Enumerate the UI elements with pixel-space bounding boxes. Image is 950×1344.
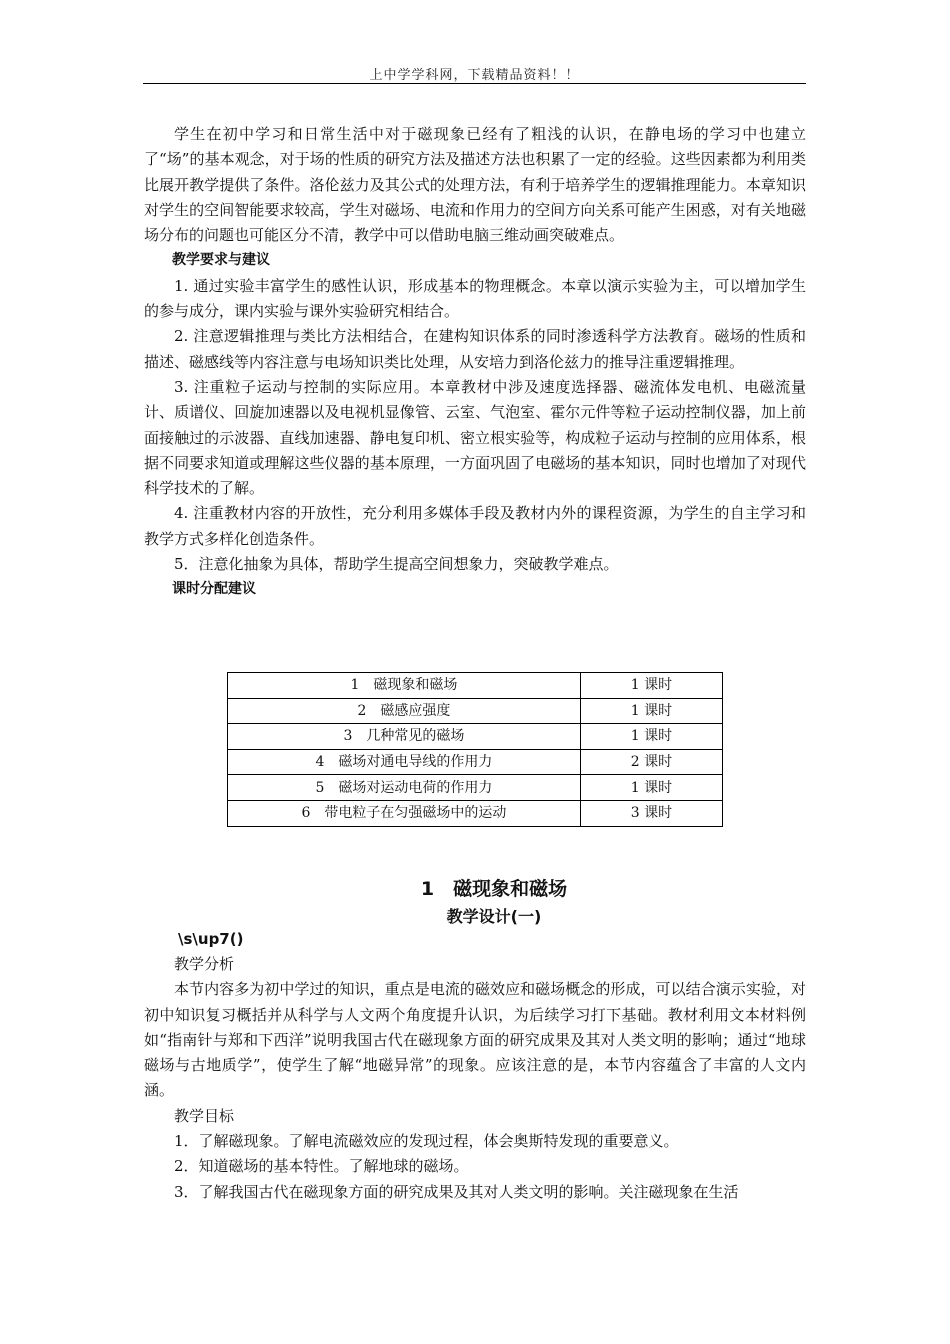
goal-item-2: 2．知道磁场的基本特性。了解地球的磁场。 (174, 1157, 469, 1176)
section-title: 1 磁现象和磁场 (420, 878, 568, 900)
goal-item-3: 3．了解我国古代在磁现象方面的研究成果及其对人类文明的影响。关注磁现象在生活 (174, 1182, 739, 1201)
lesson-cell: 3 几种常见的磁场 (228, 724, 581, 750)
table-row (228, 698, 723, 724)
requirement-item-5: 5．注意化抽象为具体，帮助学生提高空间想象力，突破教学难点。 (174, 555, 619, 574)
requirement-item-3: 3. 注重粒子运动与控制的实际应用。本章教材中涉及速度选择器、磁流体发电机、电磁流量计、质谱仪、回旋加速器以及电视机显像管、云室、气泡室、霍尔元件等粒子运动控制仪器，加上前面接触过的示波器、直线加速器、静电复印机、密立根实验等，构成粒子运动与控制的应用体系，根据不同要求知道或理解这些仪器的基本原理，一方面巩固了电磁场的基本知识，同时也增加了对现代科学技术的了解。 (144, 377, 806, 498)
hours-cell: 1 课时 (580, 775, 722, 801)
lesson-allocation-table (227, 672, 723, 827)
table-row (228, 724, 723, 750)
goal-item-1: 1．了解磁现象。了解电流磁效应的发现过程，体会奥斯特发现的重要意义。 (174, 1132, 679, 1151)
requirement-item-4: 4. 注重教材内容的开放性，充分利用多媒体手段及教材内外的课程资源，为学生的自主学习和教学方式多样化创造条件。 (144, 504, 806, 548)
table-row (228, 673, 723, 699)
lesson-cell: 1 磁现象和磁场 (228, 673, 581, 699)
hours-cell: 1 课时 (580, 698, 722, 724)
lesson-cell: 4 磁场对通电导线的作用力 (228, 749, 581, 775)
lesson-cell: 5 磁场对运动电荷的作用力 (228, 775, 581, 801)
analysis-paragraph: 本节内容多为初中学过的知识，重点是电流的磁效应和磁场概念的形成，可以结合演示实验，对初中知识复习概括并从科学与人文两个角度提升认识，为后续学习打下基础。教材利用文本材料例如“指南针与郑和下西洋”说明我国古代在磁现象方面的研究成果及其对人类文明的影响；通过“地球磁场与古地质学”，使学生了解“地磁异常”的现象。应该注意的是，本节内容蕴含了丰富的人文内涵。 (144, 980, 806, 1100)
analysis-heading: 教学分析 (174, 955, 235, 973)
intro-paragraph: 学生在初中学习和日常生活中对于磁现象已经有了粗浅的认识，在静电场的学习中也建立了“场”的基本观念，对于场的性质的研究方法及描述方法也积累了一定的经验。这些因素都为利用类比展开教学提供了条件。洛伦兹力及其公式的处理方法，有利于培养学生的逻辑推理能力。本章知识对学生的空间智能要求较高，学生对磁场、电流和作用力的空间方向关系可能产生困惑，对有关地磁场分布的问题也可能区分不清，教学中可以借助电脑三维动画突破难点。 (144, 125, 806, 245)
hours-cell: 1 课时 (580, 724, 722, 750)
lesson-design-section (144, 952, 806, 1205)
lesson-cell: 2 磁感应强度 (228, 698, 581, 724)
hours-cell: 2 课时 (580, 749, 722, 775)
field-code-text: \s\up7() (178, 930, 244, 948)
page-header: 上中学学科网，下载精品资料！！ (369, 68, 580, 83)
design-title: 教学设计(一) (446, 907, 542, 926)
requirement-item-1: 1. 通过实验丰富学生的感性认识，形成基本的物理概念。本章以演示实验为主，可以增加学生的参与成分，课内实验与课外实验研究相结合。 (144, 276, 806, 321)
allocation-heading: 课时分配建议 (172, 581, 256, 598)
lesson-cell: 6 带电粒子在匀强磁场中的运动 (228, 800, 581, 826)
requirement-item-2: 2. 注意逻辑推理与类比方法相结合，在建构知识体系的同时渗透科学方法教育。磁场的性质和描述、磁感线等内容注意与电场知识类比处理，从安培力到洛伦兹力的推导注重逻辑推理。 (144, 327, 806, 371)
table-row (228, 775, 723, 801)
hours-cell: 1 课时 (580, 673, 722, 699)
table-row (228, 800, 723, 826)
requirements-heading: 教学要求与建议 (172, 252, 270, 269)
table-row (228, 749, 723, 775)
chapter-intro-section (144, 122, 806, 603)
header-rule (143, 83, 806, 84)
goals-heading: 教学目标 (174, 1106, 235, 1125)
hours-cell: 3 课时 (580, 800, 722, 826)
